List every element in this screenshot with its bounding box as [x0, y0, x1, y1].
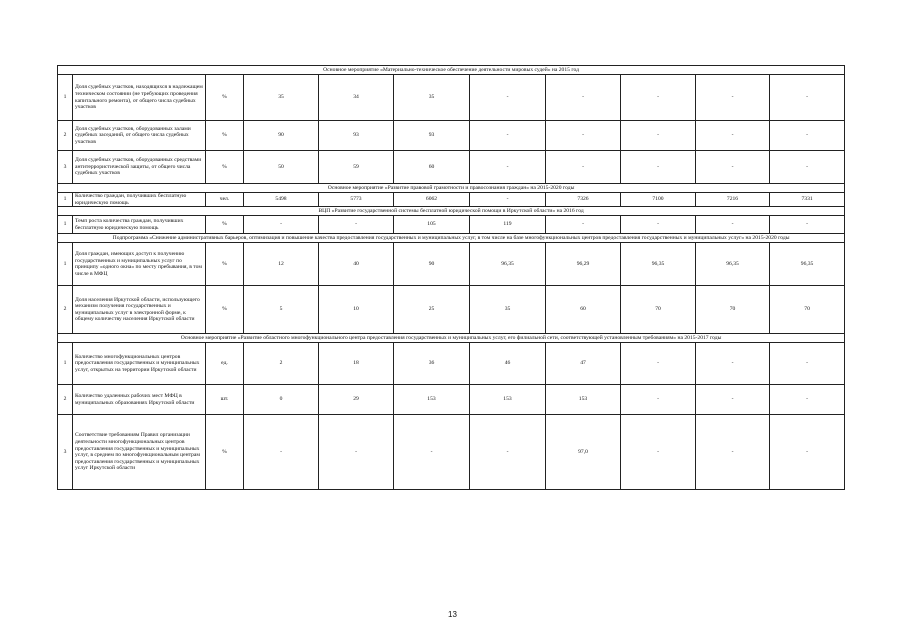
indicator-name: Соответствие требованиям Правил организации деятельности многофункциональных центров предоставления государственных и муниципальных услуг, в среднем по многофункциональным центрам предоставления государственных и муниципальных услуг Иркутской области — [73, 415, 206, 490]
value-cell: - — [621, 385, 696, 415]
value-cell: - — [696, 151, 770, 184]
value-cell: - — [470, 75, 546, 121]
indicators-table — [57, 65, 845, 490]
value-cell: - — [696, 121, 770, 151]
value-cell: 96,29 — [546, 243, 621, 286]
value-cell: 2 — [244, 343, 319, 385]
value-cell: - — [546, 216, 621, 234]
value-cell: - — [770, 415, 845, 490]
value-cell: - — [394, 415, 470, 490]
indicator-name: Количество многофункциональных центров предоставления государственных и муниципальных услуг, открытых на территории Иркутской области — [73, 343, 206, 385]
value-cell: - — [621, 121, 696, 151]
row-number: 3 — [58, 415, 73, 490]
value-cell: - — [470, 193, 546, 207]
value-cell: 7331 — [770, 193, 845, 207]
unit-cell: шт. — [206, 385, 244, 415]
indicator-row — [58, 121, 845, 151]
value-cell: 93 — [394, 121, 470, 151]
value-cell: - — [770, 385, 845, 415]
value-cell: 70 — [696, 286, 770, 334]
unit-cell: % — [206, 121, 244, 151]
value-cell: 93 — [319, 121, 394, 151]
value-cell: 35 — [244, 75, 319, 121]
row-number: 1 — [58, 343, 73, 385]
section-header-row — [58, 184, 845, 193]
value-cell: - — [621, 75, 696, 121]
section-title: Основное мероприятие «Развитие областного многофункционального центра предоставления государственных и муниципальных услуг, его филиальной сети, соответствующей установленным требованиям» на 2015-2017 годы — [58, 334, 845, 343]
value-cell: 36 — [394, 343, 470, 385]
value-cell: - — [546, 75, 621, 121]
value-cell: - — [546, 151, 621, 184]
row-number: 2 — [58, 121, 73, 151]
value-cell: 7216 — [696, 193, 770, 207]
value-cell: 10 — [319, 286, 394, 334]
indicator-row — [58, 75, 845, 121]
value-cell: 97,0 — [546, 415, 621, 490]
page-number: 13 — [448, 610, 457, 619]
section-title: Основное мероприятие «Материально-техническое обеспечение деятельности мировых судей» на 2015 год — [58, 66, 845, 75]
value-cell: - — [696, 343, 770, 385]
value-cell: - — [696, 75, 770, 121]
value-cell: - — [244, 415, 319, 490]
indicator-row — [58, 193, 845, 207]
unit-cell: % — [206, 75, 244, 121]
value-cell: 18 — [319, 343, 394, 385]
value-cell: - — [470, 151, 546, 184]
value-cell: 105 — [394, 216, 470, 234]
value-cell: - — [621, 151, 696, 184]
value-cell: - — [696, 415, 770, 490]
value-cell: 96,35 — [696, 243, 770, 286]
value-cell: 6062 — [394, 193, 470, 207]
value-cell: 35 — [394, 75, 470, 121]
value-cell: - — [244, 216, 319, 234]
section-header-row — [58, 66, 845, 75]
value-cell: 70 — [770, 286, 845, 334]
indicator-row — [58, 385, 845, 415]
indicator-name: Доля судебных участков, оборудованных залами судебных заседаний, от общего числа судебных участков — [73, 121, 206, 151]
value-cell: - — [319, 415, 394, 490]
value-cell: 34 — [319, 75, 394, 121]
indicator-name: Доля граждан, имеющих доступ к получению государственных и муниципальных услуг по принципу «одного окна» по месту пребывания, в том числе в МФЦ — [73, 243, 206, 286]
section-header-row — [58, 234, 845, 243]
value-cell: 60 — [394, 151, 470, 184]
value-cell: 59 — [319, 151, 394, 184]
value-cell: 96,35 — [470, 243, 546, 286]
indicator-row — [58, 243, 845, 286]
indicator-name: Доля судебных участков, находящихся в надлежащем техническом состоянии (не требующих проведения капитального ремонта), от общего числа судебных участков — [73, 75, 206, 121]
unit-cell: % — [206, 415, 244, 490]
indicator-row — [58, 415, 845, 490]
unit-cell: % — [206, 243, 244, 286]
row-number: 3 — [58, 151, 73, 184]
value-cell: 35 — [470, 286, 546, 334]
row-number: 1 — [58, 75, 73, 121]
unit-cell: % — [206, 216, 244, 234]
value-cell: - — [696, 216, 770, 234]
value-cell: 90 — [244, 121, 319, 151]
section-header-row — [58, 334, 845, 343]
indicator-row — [58, 286, 845, 334]
indicator-row — [58, 216, 845, 234]
value-cell: 96,35 — [621, 243, 696, 286]
unit-cell: ед. — [206, 343, 244, 385]
value-cell: 90 — [394, 243, 470, 286]
value-cell: - — [470, 415, 546, 490]
value-cell: 25 — [394, 286, 470, 334]
row-number: 1 — [58, 243, 73, 286]
value-cell: - — [770, 121, 845, 151]
value-cell: - — [546, 121, 621, 151]
value-cell: 46 — [470, 343, 546, 385]
value-cell: 7326 — [546, 193, 621, 207]
value-cell: 50 — [244, 151, 319, 184]
indicator-name: Доля судебных участков, оборудованных средствами антитеррористической защиты, от общего числа судебных участков — [73, 151, 206, 184]
value-cell: 5773 — [319, 193, 394, 207]
value-cell: - — [621, 415, 696, 490]
value-cell: - — [770, 151, 845, 184]
value-cell: - — [319, 216, 394, 234]
value-cell: 7100 — [621, 193, 696, 207]
section-title: Основное мероприятие «Развитие правовой грамотности и правосознания граждан» на 2015-2020 годы — [58, 184, 845, 193]
value-cell: 119 — [470, 216, 546, 234]
row-number: 2 — [58, 385, 73, 415]
value-cell: 47 — [546, 343, 621, 385]
section-header-row — [58, 207, 845, 216]
unit-cell: % — [206, 151, 244, 184]
indicator-name: Количество удаленных рабочих мест МФЦ в муниципальных образованиях Иркутской области — [73, 385, 206, 415]
value-cell: 96,35 — [770, 243, 845, 286]
row-number: 2 — [58, 286, 73, 334]
indicator-row — [58, 343, 845, 385]
value-cell: 5498 — [244, 193, 319, 207]
unit-cell: % — [206, 286, 244, 334]
indicator-name: Темп роста количества граждан, получивших бесплатную юридическую помощь — [73, 216, 206, 234]
value-cell: 12 — [244, 243, 319, 286]
value-cell: - — [621, 216, 696, 234]
value-cell: 153 — [470, 385, 546, 415]
value-cell: - — [696, 385, 770, 415]
unit-cell: чел. — [206, 193, 244, 207]
value-cell: 29 — [319, 385, 394, 415]
value-cell: 40 — [319, 243, 394, 286]
report-sheet — [57, 65, 844, 490]
value-cell: 153 — [546, 385, 621, 415]
value-cell: - — [770, 75, 845, 121]
value-cell: 5 — [244, 286, 319, 334]
value-cell: - — [770, 216, 845, 234]
indicator-name: Доля населения Иркутской области, использующего механизм получения государственных и муниципальных услуг в электронной форме, к общему количеству населения Иркутской области — [73, 286, 206, 334]
value-cell: 0 — [244, 385, 319, 415]
indicator-name: Количество граждан, получивших бесплатную юридическую помощь — [73, 193, 206, 207]
section-title: Подпрограмма «Снижение административных барьеров, оптимизация и повышение качества предоставления государственных и муниципальных услуг, в том числе на базе многофункциональных центров предоставления государственных и муниципальных услуг» на 2015-2020 годы — [58, 234, 845, 243]
value-cell: 70 — [621, 286, 696, 334]
value-cell: 60 — [546, 286, 621, 334]
value-cell: - — [770, 343, 845, 385]
value-cell: 153 — [394, 385, 470, 415]
row-number: 1 — [58, 216, 73, 234]
indicator-row — [58, 151, 845, 184]
value-cell: - — [470, 121, 546, 151]
row-number: 1 — [58, 193, 73, 207]
section-title: ВЦП «Развитие государственной системы бесплатной юридической помощи в Иркутской области» на 2016 год — [58, 207, 845, 216]
value-cell: - — [621, 343, 696, 385]
